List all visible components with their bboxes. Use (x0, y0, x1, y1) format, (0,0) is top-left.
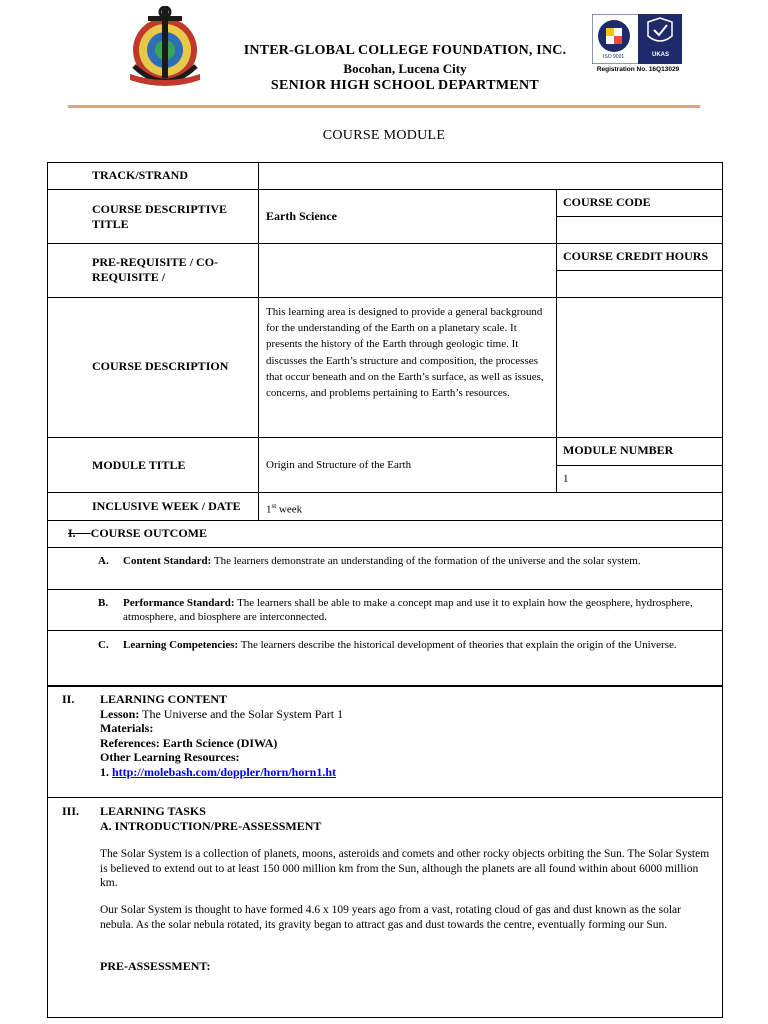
credit-hours-label: COURSE CREDIT HOURS (563, 249, 709, 263)
course-title-label: COURSE DESCRIPTIVE TITLE (92, 202, 228, 231)
learning-content-body (100, 692, 712, 779)
module-title-value: Origin and Structure of the Earth (266, 459, 412, 471)
other-resources-line: Other Learning Resources: (100, 750, 240, 764)
department-name: SENIOR HIGH SCHOOL DEPARTMENT (270, 78, 540, 93)
module-number-value: 1 (563, 473, 569, 485)
institution-name: INTER-GLOBAL COLLEGE FOUNDATION, INC. (243, 43, 567, 58)
course-code-label: COURSE CODE (563, 195, 651, 209)
course-description-label: COURSE DESCRIPTION (92, 359, 229, 373)
lesson-line: Lesson: The Universe and the Solar System Part 1 (100, 706, 344, 721)
resource-link[interactable]: http://molebash.com/doppler/horn/horn1.ht (112, 764, 337, 779)
introduction-subtitle: A. INTRODUCTION/PRE-ASSESSMENT (100, 818, 322, 833)
course-code-field[interactable] (563, 221, 718, 236)
learning-tasks-title: LEARNING TASKS (100, 804, 206, 818)
course-description-value: This learning area is designed to provide a general background for the understanding of the Earth on a planetary scale. It presents the history of the Earth through geologic time. It discusses the Earth’s structure and composition, the processes that occur beneath and on the Earth’s surface, as well as issues, concerns, and problems pertaining to Earth’s resources. (266, 306, 544, 400)
course-outcome-heading: I. COURSE OUTCOME (68, 526, 208, 540)
college-seal-logo (120, 6, 210, 88)
module-title-label: MODULE TITLE (92, 458, 186, 472)
credit-hours-field[interactable] (563, 276, 718, 291)
prerequisite-label: PRE-REQUISITE / CO-REQUISITE / (92, 255, 219, 284)
document-title: COURSE MODULE (322, 128, 446, 143)
resource-link-line: 1. http://molebash.com/doppler/horn/horn1.ht (100, 764, 337, 779)
learning-tasks-heading (100, 804, 712, 833)
registration-number: Registration No. 16Q13029 (596, 66, 680, 73)
header-divider (68, 105, 700, 108)
prerequisite-field[interactable] (264, 262, 550, 277)
learning-tasks-number: III. (62, 804, 80, 818)
learning-content-title: LEARNING CONTENT (100, 692, 228, 706)
iso-label: ISO 9001 (603, 54, 625, 60)
ukas-label: UKAS (652, 52, 670, 58)
learning-content-number: II. (62, 692, 75, 706)
pre-assessment-heading: PRE-ASSESSMENT: (100, 959, 211, 973)
solar-system-paragraph-2: Our Solar System is thought to have formed 4.6 x 109 years ago from a vast, rotating cloud of gas and dust known as the solar nebula. As the solar nebula rotated, its gravity began to attract gas and dust towards the centre, eventually forming our Sun. (100, 904, 681, 931)
track-strand-label: TRACK/STRAND (92, 168, 189, 182)
course-title-value: Earth Science (266, 209, 337, 223)
solar-system-paragraph-1: The Solar System is a collection of planets, moons, asteroids and comets and other rocky objects orbiting the Sun. The Solar System is believed to extend out to at least 150 000 million km from the Sun, although the planets are all found within about 6000 million km. (100, 848, 710, 889)
inclusive-week-label: INCLUSIVE WEEK / DATE (92, 499, 241, 513)
inclusive-week-value: 1st week (266, 502, 303, 516)
references-line: References: Earth Science (DIWA) (100, 735, 278, 750)
track-strand-field[interactable] (264, 168, 714, 183)
institution-location: Bocohan, Lucena City (343, 61, 467, 76)
module-number-label: MODULE NUMBER (563, 443, 674, 457)
materials-line: Materials: (100, 721, 154, 735)
